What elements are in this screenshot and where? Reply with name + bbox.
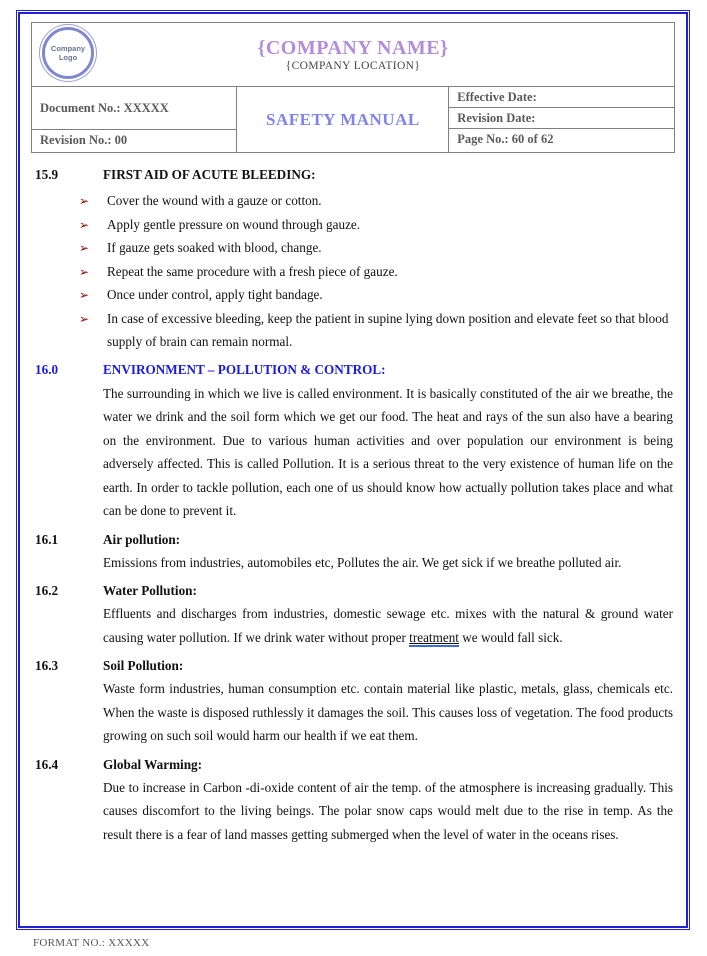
section-162-number: 16.2 [35, 583, 59, 598]
section-162-paragraph [103, 602, 673, 649]
arrowhead-bullet-icon: ➢ [79, 264, 90, 279]
page-content-area [18, 12, 688, 928]
header-meta-right-column [449, 87, 674, 152]
paragraph-text: we would fall sick. [458, 629, 563, 645]
section-164-paragraph: Due to increase in Carbon -di-oxide content of air the temp. of the atmosphere is increasing gradually. This causes discomfort to the living beings. The polar snow caps would melt due to the rise in temp. As the result there is a fear of land masses getting submerged when the level of water in the oceans rises. [103, 779, 673, 842]
paragraph-text: Effluents and discharges from industries, domestic sewage etc. mixes with the natural & ground water causing water pollution. If we drink water without proper [103, 606, 673, 645]
section-159-heading [35, 167, 673, 183]
bullet-text: Once under control, apply tight bandage. [107, 287, 323, 302]
bullet-text: Repeat the same procedure with a fresh piece of gauze. [107, 263, 398, 279]
list-item [79, 236, 673, 260]
company-logo-icon [42, 27, 94, 79]
manual-title: SAFETY MANUAL [266, 109, 420, 129]
header-meta-left-column [32, 87, 237, 152]
document-no: Document No.: XXXXX [32, 87, 236, 130]
bullet-text: In case of excessive bleeding, keep the patient in supine lying down position and elevate feet so that blood supply of brain can remain normal. [107, 310, 669, 349]
section-161-heading [35, 532, 673, 548]
section-163-title: Soil Pollution: [103, 658, 184, 673]
arrowhead-bullet-icon: ➢ [79, 217, 90, 232]
section-160-heading [35, 362, 673, 378]
section-161-title: Air pollution: [103, 531, 181, 547]
section-163-heading [35, 658, 673, 674]
document-body [31, 167, 675, 846]
list-item [79, 307, 673, 354]
section-159-title: FIRST AID OF ACUTE BLEEDING: [103, 167, 316, 182]
section-164-title: Global Warming: [103, 756, 203, 772]
section-162-heading [35, 583, 673, 599]
header-table [31, 22, 675, 153]
bullet-text: If gauze gets soaked with blood, change. [107, 240, 322, 255]
arrowhead-bullet-icon: ➢ [79, 288, 90, 302]
logo-text-line1: Company [50, 44, 86, 53]
header-meta-grid [32, 87, 674, 152]
section-163-paragraph: Waste form industries, human consumption etc. contain material like plastic, metals, glass, chemicals etc. When the waste is disposed ruthlessly it damages the soil. This causes loss of vegetation. The food products growing on such soil would harm our health if we eat them. [103, 681, 673, 743]
arrowhead-bullet-icon: ➢ [79, 311, 90, 326]
list-item [79, 283, 673, 307]
footer-format-no: FORMAT NO.: XXXXX [33, 937, 150, 949]
list-item [79, 260, 673, 284]
page-border [16, 10, 690, 930]
section-161-number: 16.1 [35, 531, 59, 547]
arrowhead-bullet-icon: ➢ [79, 241, 90, 255]
revision-no: Revision No.: 00 [40, 133, 128, 147]
effective-date-label: Effective Date: [449, 87, 674, 108]
section-159-bullet-list [79, 189, 673, 354]
section-160-title: ENVIRONMENT – POLLUTION & CONTROL: [103, 361, 386, 377]
bullet-text: Cover the wound with a gauze or cotton. [107, 193, 322, 208]
header-top-band [32, 23, 674, 87]
page-no: Page No.: 60 of 62 [457, 132, 554, 146]
section-163-number: 16.3 [35, 658, 59, 673]
arrowhead-bullet-icon: ➢ [79, 194, 90, 208]
header-meta-center-column [237, 87, 449, 152]
list-item [79, 213, 673, 237]
revision-date-label: Revision Date: [449, 108, 674, 129]
list-item [79, 189, 673, 213]
section-160-paragraph: The surrounding in which we live is called environment. It is basically constituted of the air we breathe, the water we drink and the soil form which we get our food. The heat and rays of the sun also have a bearing on the environment. Due to various human activities and over population our environment is being adversely affected. This is called Pollution. It is a serious threat to the very existence of human life on the earth. In order to tackle pollution, each one of us should know how actually pollution takes place and what can be done to prevent it. [103, 385, 673, 518]
company-logo [42, 27, 94, 79]
logo-text-line2: Logo [58, 53, 78, 62]
company-name: {COMPANY NAME} [257, 36, 449, 59]
section-160-number: 16.0 [35, 361, 59, 377]
section-164-number: 16.4 [35, 756, 59, 772]
treatment-link[interactable]: treatment [409, 629, 459, 645]
section-159-number: 15.9 [35, 167, 59, 182]
section-161-paragraph: Emissions from industries, automobiles etc, Pollutes the air. We get sick if we breathe polluted air. [103, 554, 622, 570]
section-162-title: Water Pollution: [103, 583, 197, 598]
section-164-heading [35, 757, 673, 773]
company-location: {COMPANY LOCATION} [285, 59, 421, 72]
bullet-text: Apply gentle pressure on wound through gauze. [107, 216, 361, 232]
